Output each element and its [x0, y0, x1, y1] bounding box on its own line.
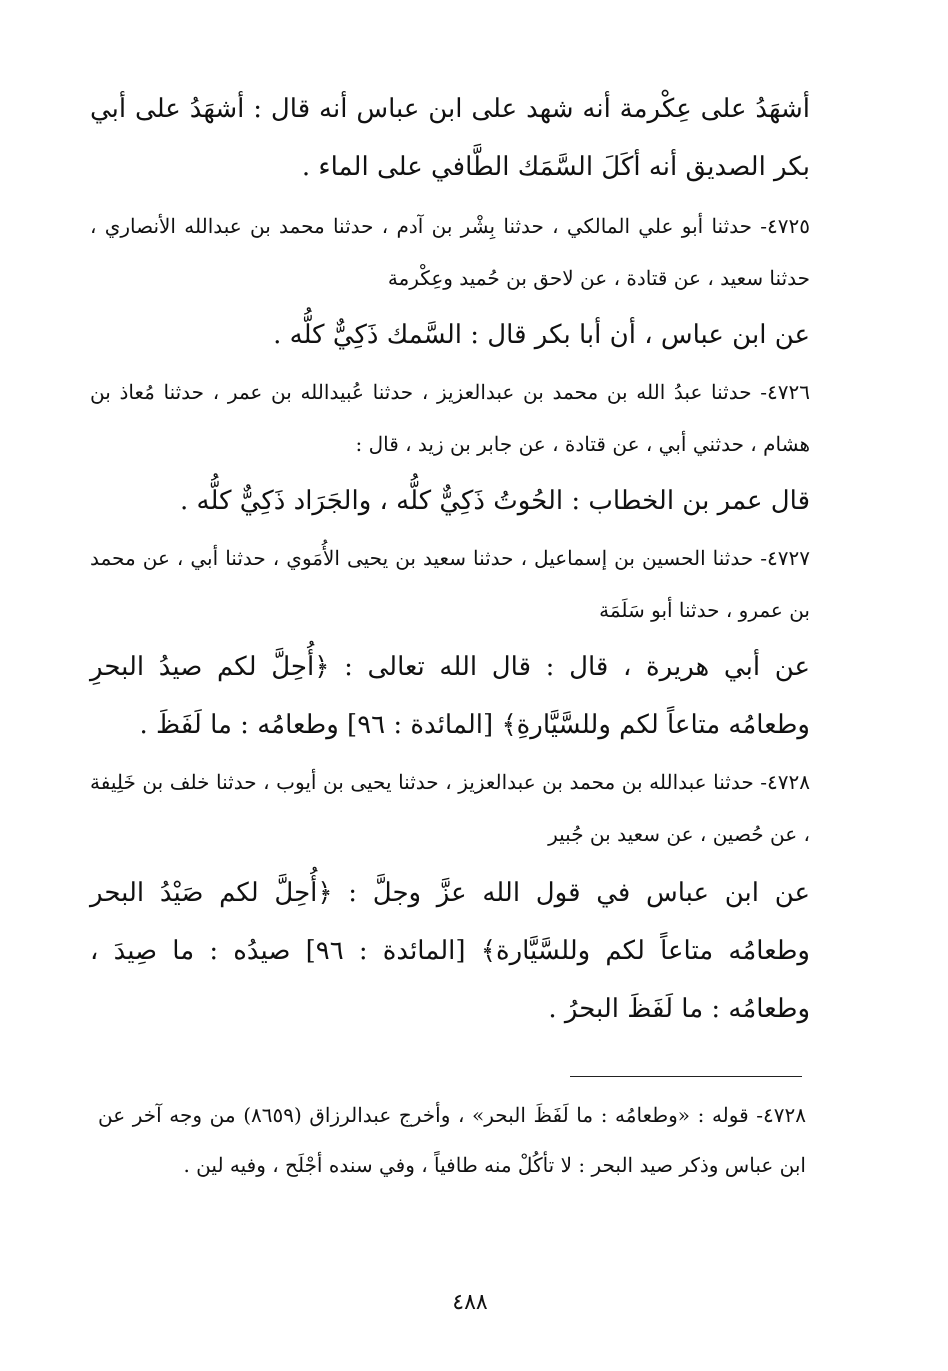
footnote-separator [570, 1076, 802, 1077]
footnote: ٤٧٢٨- قوله : «وطعامُه : ما لَفَظَ البحر» ، وأخرج عبدالرزاق (٨٦٥٩) من وجه آخر عن ابن عباس وذكر صيد البحر : لا تأكُلْ منه طافياً ، وفي سنده أجْلَح ، وفيه لين . [98, 1103, 806, 1177]
text-paragraph-3: عن ابن عباس ، أن أبا بكر قال : السَّمك ذَكِيٌّ كلُّه . [273, 320, 810, 350]
text-paragraph-1: أشهَدُ على عِكْرمة أنه شهد على ابن عباس أنه قال : أشهَدُ على أبي بكر الصديق أنه أكَلَ السَّمَك الطَّافي على الماء . [90, 94, 810, 182]
text-paragraph-5: قال عمر بن الخطاب : الحُوتُ ذَكِيٌّ كلُّه ، والجَرَاد ذَكِيٌّ كلُّه . [180, 486, 810, 516]
text-paragraph-7: عن أبي هريرة ، قال : قال الله تعالى : ﴿أُحِلَّ لكم صيدُ البحرِ وطعامُه متاعاً لكم وللسَّيَّارةِ﴾ [المائدة : ٩٦] وطعامُه : ما لَفَظَ . [90, 652, 810, 740]
text-paragraph-9: عن ابن عباس في قول الله عزَّ وجلَّ : ﴿أُحِلَّ لكم صَيْدُ البحر وطعامُه متاعاً لكم وللسَّيَّارة﴾ [المائدة : ٩٦] صيدُه : ما صِيدَ ، وطعامُه : ما لَفَظَ البحرُ . [90, 878, 810, 1024]
isnad-4728: ٤٧٢٨- حدثنا عبدالله بن محمد بن عبدالعزيز ، حدثنا يحيى بن أيوب ، حدثنا خلف بن خَلِيفة ، عن حُصين ، عن سعيد بن جُبير [90, 770, 810, 846]
isnad-4725: ٤٧٢٥- حدثنا أبو علي المالكي ، حدثنا بِشْر بن آدم ، حدثنا محمد بن عبدالله الأنصاري ، حدثنا سعيد ، عن قتادة ، عن لاحق بن حُميد وعِكْرمة [90, 214, 810, 290]
isnad-4727: ٤٧٢٧- حدثنا الحسين بن إسماعيل ، حدثنا سعيد بن يحيى الأُمَوي ، حدثنا أبي ، عن محمد بن عمرو ، حدثنا أبو سَلَمَة [90, 546, 810, 622]
page-number: ٤٨٨ [452, 1290, 488, 1315]
isnad-4726: ٤٧٢٦- حدثنا عبدُ الله بن محمد بن عبدالعزيز ، حدثنا عُبيدالله بن عمر ، حدثنا مُعاذ بن هشام ، حدثني أبي ، عن قتادة ، عن جابر بن زيد ، قال : [90, 380, 810, 456]
page-body [90, 80, 810, 1038]
